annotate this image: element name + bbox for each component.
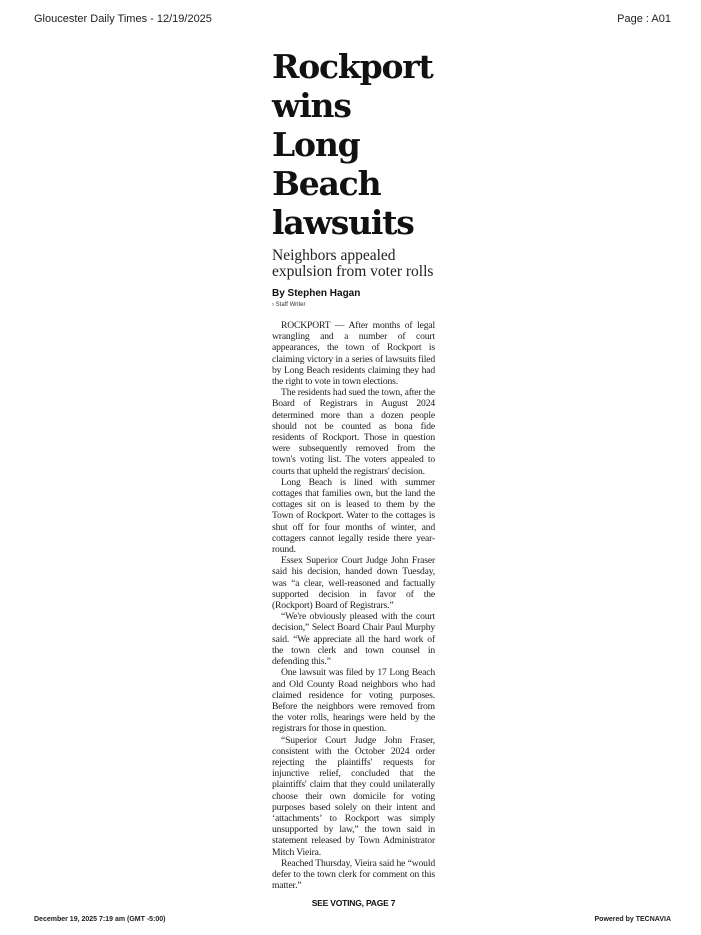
paragraph: The residents had sued the town, after the Board of Registrars in August 2024 determined more than a dozen people should not be counted as bona fide residents of Rockport. Those in question were subsequently removed from the town's voting list. The voters appealed to courts that upheld the registrars' decision. (272, 387, 435, 477)
byline-role: › Staff Writer (272, 302, 306, 308)
paragraph: “We're obviously pleased with the court decision,” Select Board Chair Paul Murphy said. “We appreciate all the hard work of the town clerk and town counsel in defending this.” (272, 611, 435, 668)
powered-by: Powered by TECNAVIA (594, 916, 671, 923)
paragraph: Long Beach is lined with summer cottages that families own, but the land the cottages sit on is leased to them by the Town of Rockport. Water to the cottages is shut off for four months of winter, and cottagers cannot legally reside there year-round. (272, 476, 435, 556)
paragraph: ROCKPORT — After months of legal wrangling and a number of court appearances, the town of Rockport is claiming victory in a series of lawsuits filed by Long Beach residents claiming they had the right to vote in town elections. (272, 320, 435, 388)
article (272, 47, 435, 891)
headline: Rockport wins Long Beach lawsuits (272, 47, 433, 242)
paragraph: Reached Thursday, Vieira said he “would defer to the town clerk for comment on this matter.” (272, 857, 435, 892)
paragraph: Essex Superior Court Judge John Fraser said his decision, handed down Tuesday, was “a clear, well-reasoned and factually supported decision in favor of the (Rockport) Board of Registrars.” (272, 555, 435, 612)
byline: By Stephen Hagan (272, 288, 361, 299)
paragraph: “Superior Court Judge John Fraser, consistent with the October 2024 order rejecting the plaintiffs' requests for injunctive relief, concluded that the plaintiffs' claim that they could unilaterally choose their own domicile for voting purposes based solely on their intent and ‘attachments’ to Rockport was simply unsupported by law,” the town said in statement released by Town Administrator Mitch Vieira. (272, 734, 435, 858)
publication-date-header: Gloucester Daily Times - 12/19/2025 (34, 13, 212, 25)
paragraph: One lawsuit was filed by 17 Long Beach and Old County Road neighbors who had claimed residence for voting purposes. Before the neighbors were removed from the voter rolls, hearings were held by the registrars for those in question. (272, 667, 435, 735)
article-body (272, 320, 435, 891)
subheadline: Neighbors appealed expulsion from voter rolls (272, 247, 434, 280)
page-number: Page : A01 (617, 13, 671, 25)
continuation-jump-line[interactable]: SEE VOTING, PAGE 7 (311, 898, 396, 908)
footer-timestamp: December 19, 2025 7:19 am (GMT -5:00) (34, 916, 166, 923)
